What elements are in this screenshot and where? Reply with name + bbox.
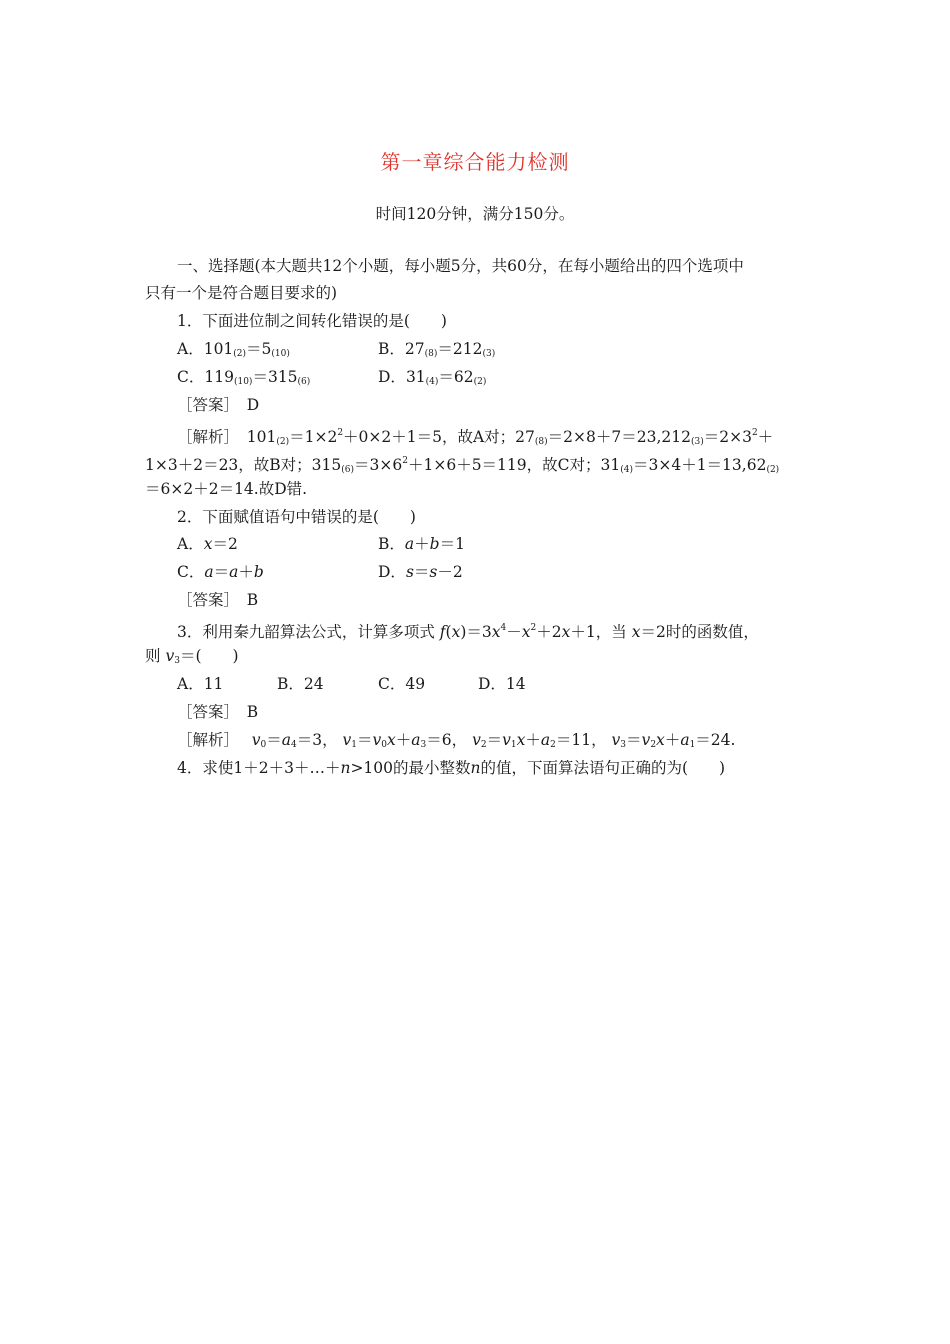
- q3-option-d: D．14: [478, 675, 526, 693]
- q3-stem-line1: 3．利用秦九韶算法公式，计算多项式 $f(x)=3x^4-x^2+2x+1$，当 x＝2时的函数值，: [177, 623, 759, 641]
- q1-explanation-line1: ［解析］ $101_{(2)}=1\times 2^2+0\times 2+1=5$，故A对；$27_{(8)}=2\times 8+7=23,212_{(3)}=2\times 3^2+$: [177, 428, 774, 447]
- q2-option-c: C．a＝a＋b: [177, 563, 264, 581]
- q1-explanation-line3: ＝6×2＋2＝14.故D错.: [145, 480, 308, 498]
- q1-option-a: A．$101_{(2)}=5_{(10)}$: [177, 340, 290, 359]
- q3-explanation: ［解析］ $v_0=a_4=3$， $v_1=v_0x+a_3=6$， $v_2=v_1x+a_2=11$， $v_3=v_2x+a_1=24$.: [177, 731, 736, 750]
- q4-stem: 4．求使1＋2＋3＋…＋n>100的最小整数n的值，下面算法语句正确的为( ): [177, 759, 726, 777]
- section-heading-line2: 只有一个是符合题目要求的): [145, 284, 338, 302]
- q2-answer: ［答案］ B: [177, 591, 259, 609]
- q2-option-b: B．a＋b＝1: [378, 535, 465, 553]
- q1-option-b: B．$27_{(8)}=212_{(3)}$: [378, 340, 496, 359]
- q3-option-b: B．24: [277, 675, 324, 693]
- q2-stem: 2．下面赋值语句中错误的是( ): [177, 508, 416, 526]
- q1-answer: ［答案］ D: [177, 396, 260, 414]
- q3-stem-line2: 则 $v_3=$( ): [145, 647, 239, 666]
- q2-option-d: D．s＝s－2: [378, 563, 463, 581]
- q3-option-a: A．11: [177, 675, 224, 693]
- doc-subtitle: 时间120分钟，满分150分。: [375, 205, 575, 223]
- q2-option-a: A．x＝2: [177, 535, 238, 553]
- q3-answer: ［答案］ B: [177, 703, 259, 721]
- q1-stem: 1．下面进位制之间转化错误的是( ): [177, 312, 447, 330]
- q1-option-d: D．$31_{(4)}=62_{(2)}$: [378, 368, 487, 387]
- doc-title: 第一章综合能力检测: [380, 150, 570, 174]
- q3-option-c: C．49: [378, 675, 426, 693]
- q1-option-c: C．$119_{(10)}=315_{(6)}$: [177, 368, 311, 387]
- section-heading-line1: 一、选择题(本大题共12个小题，每小题5分，共60分，在每小题给出的四个选项中: [177, 257, 744, 275]
- q1-explanation-line2: 1×3＋2＝23，故B对；$315_{(6)}=3\times 6^2+1\times 6+5=119$，故C对；$31_{(4)}=3\times 4+1=13,62_{(2)}$: [145, 456, 780, 475]
